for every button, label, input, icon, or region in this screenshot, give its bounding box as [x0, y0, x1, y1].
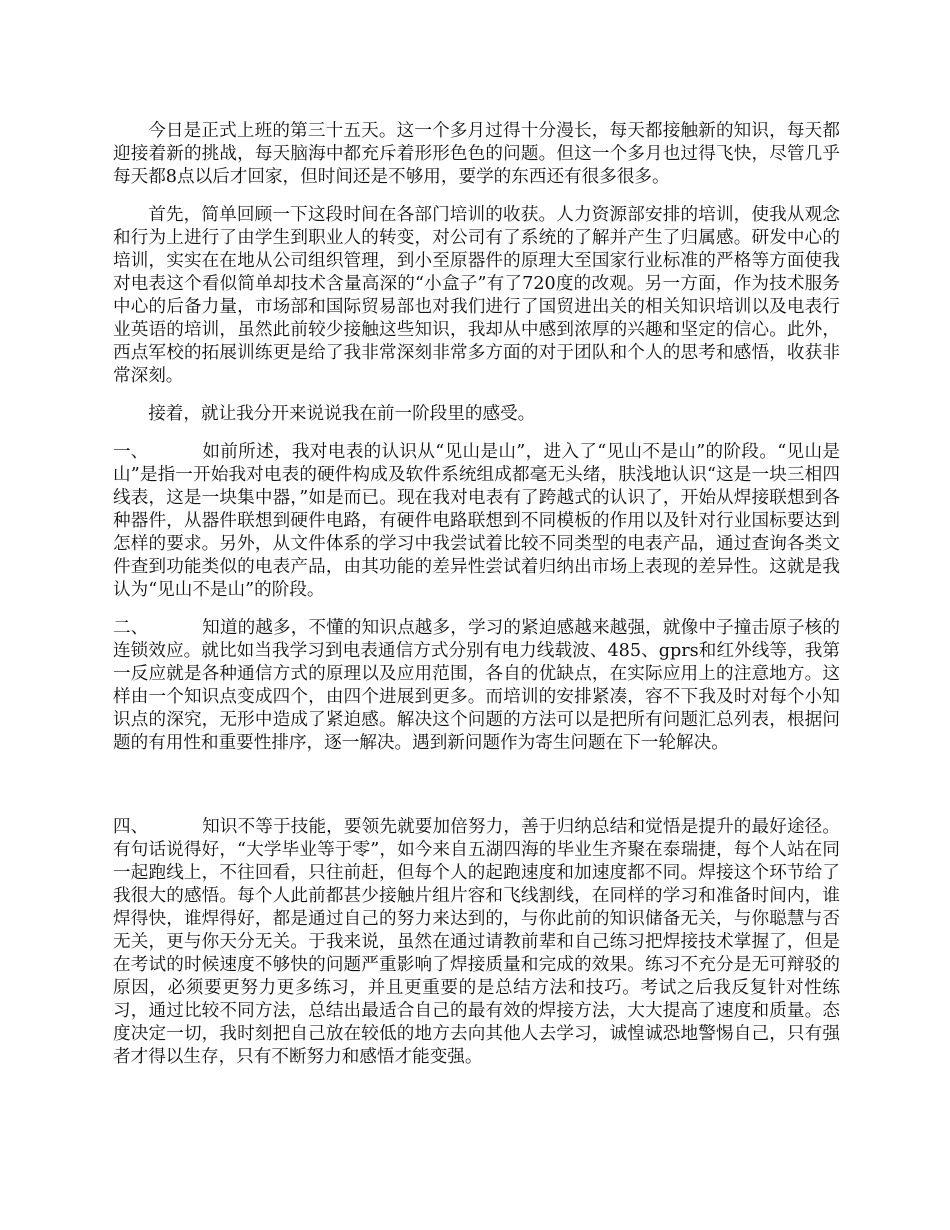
- paragraph-point-four: [113, 816, 840, 1069]
- point-text: 如前所述，我对电表的认识从“见山是山”，进入了“见山不是山”的阶段。“见山是山”是指一开始我对电表的硬件构成及软件系统组成都毫无头绪，肤浅地认识“这是一块三相四线表，这是一块集中器，”如是而已。现在我对电表有了跨越式的认识了，开始从焊接联想到各种器件，从器件联想到硬件电路，有硬件电路联想到不同模板的作用以及针对行业国标要达到怎样的要求。另外，从文件体系的学习中我尝试着比较不同类型的电表产品，通过查询各类文件查到功能类似的电表产品，由其功能的差异性尝试着归纳出市场上表现的差异性。这就是我认为“见山不是山”的阶段。: [113, 442, 840, 600]
- point-text: 知识不等于技能，要领先就要加倍努力，善于归纳总结和觉悟是提升的最好途径。有句话说得好，“大学毕业等于零”，如今来自五湖四海的毕业生齐聚在泰瑞捷，每个人站在同一起跑线上，不往回看，只往前赶，但每个人的起跑速度和加速度都不同。焊接这个环节给了我很大的感悟。每个人此前都甚少接触片组片容和飞线割线，在同样的学习和准备时间内，谁焊得快，谁焊得好，都是通过自己的努力来达到的，与你此前的知识储备无关，与你聪慧与否无关，更与你天分无关。于我来说，虽然在通过请教前辈和自己练习把焊接技术掌握了，但是在考试的时候速度不够快的问题严重影响了焊接质量和完成的效果。练习不充分是无可辩驳的原因，必须要更努力更多练习，并且更重要的是总结方法和技巧。考试之后我反复针对性练习，通过比较不同方法，总结出最适合自己的最有效的焊接方法，大大提高了速度和质量。态度决定一切，我时刻把自己放在较低的地方去向其他人去学习，诚惶诚恐地警惕自己，只有强者才得以生存，只有不断努力和感悟才能变强。: [113, 817, 840, 1067]
- paragraph-transition: 接着，就让我分开来说说我在前一阶段里的感受。: [148, 404, 536, 424]
- paragraph-intro: 今日是正式上班的第三十五天。这一个多月过得十分漫长，每天都接触新的知识，每天都迎接着新的挑战，每天脑海中都充斥着形形色色的问题。但这一个多月也过得飞快，尽管几乎每天都8点以后才回家，但时间还是不够用，要学的东西还有很多很多。: [113, 121, 840, 187]
- point-number: 四、: [113, 817, 149, 837]
- point-number: 二、: [113, 618, 149, 638]
- paragraph-point-two: [113, 617, 840, 755]
- document-page: [113, 120, 840, 1069]
- paragraph-review: 首先，简单回顾一下这段时间在各部门培训的收获。人力资源部安排的培训，使我从观念和行为上进行了由学生到职业人的转变，对公司有了系统的了解并产生了归属感。研发中心的培训，实实在在地从公司组织管理，到小至原器件的原理大至国家行业标准的严格等方面使我对电表这个看似简单却技术含量高深的“小盒子”有了720度的改观。另一方面，作为技术服务中心的后备力量，市场部和国际贸易部也对我们进行了国贸进出关的相关知识培训以及电表行业英语的培训，虽然此前较少接触这些知识，我却从中感到浓厚的兴趣和坚定的信心。此外，西点军校的拓展训练更是给了我非常深刻非常多方面的对于团队和个人的思考和感悟，收获非常深刻。: [113, 205, 840, 386]
- point-text: 知道的越多，不懂的知识点越多，学习的紧迫感越来越强，就像中子撞击原子核的连锁效应。就比如当我学习到电表通信方式分别有电力线载波、485、gprs和红外线等，我第一反应就是各种通信方式的原理以及应用范围，各自的优缺点，在实际应用上的注意地方。这样由一个知识点变成四个，由四个进展到更多。而培训的安排紧凑，容不下我及时对每个小知识点的深究，无形中造成了紧迫感。解决这个问题的方法可以是把所有问题汇总列表，根据问题的有用性和重要性排序，逐一解决。遇到新问题作为寄生问题在下一轮解决。: [113, 618, 840, 753]
- paragraph-point-one: [113, 441, 840, 602]
- point-number: 一、: [113, 442, 149, 462]
